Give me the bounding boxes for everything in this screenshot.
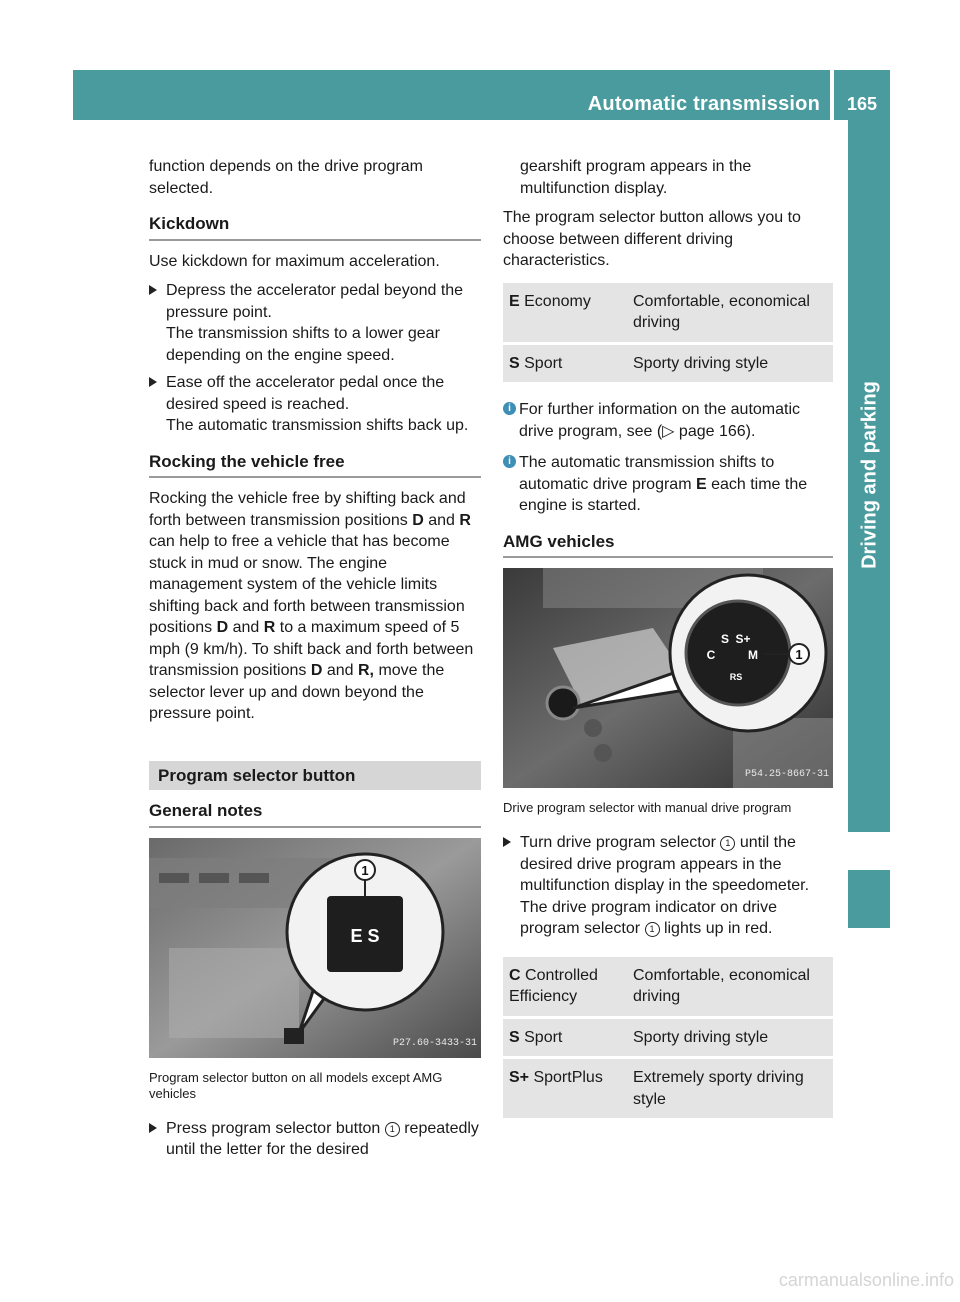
amg-heading: AMG vehicles — [503, 531, 833, 559]
callout-marker: 1 — [361, 862, 369, 878]
side-tab-marker — [848, 870, 890, 928]
step-arrow-icon — [149, 377, 157, 387]
kickdown-heading: Kickdown — [149, 213, 481, 241]
dial-label-c: C — [706, 648, 716, 662]
callout-marker: 1 — [385, 1122, 400, 1137]
dial-label-splus: S+ — [735, 632, 751, 646]
table-row: E Economy Comfortable, economical driving — [503, 283, 833, 342]
info-note-1: i For further information on the automatic drive program, see (▷ page 166). — [503, 399, 833, 442]
step-lead: Depress the accelerator pedal beyond the pressure point. — [166, 282, 464, 321]
step-lead: Ease off the accelerator pedal once the desired speed is reached. — [166, 374, 445, 413]
page-number: 165 — [834, 70, 890, 120]
program-selector-banner: Program selector button — [149, 761, 481, 791]
header-title: Automatic transmission — [587, 93, 820, 115]
rocking-heading: Rocking the vehicle free — [149, 451, 481, 479]
side-tab-label-wrap — [850, 381, 890, 569]
info-note-2: i The automatic transmission shifts to automatic drive program E each time the engine is started. — [503, 452, 833, 517]
program-table-2 — [503, 954, 833, 1122]
photo-code: P27.60-3433-31 — [392, 1038, 477, 1049]
program-selector-photo — [149, 838, 481, 1058]
selector-intro: The program selector button allows you to choose between different driving characteristics. — [503, 209, 801, 269]
callout-marker: 1 — [720, 836, 735, 851]
left-column — [149, 156, 481, 1167]
dial-label-m: M — [748, 648, 758, 662]
amg-selector-photo — [503, 568, 833, 788]
amg-photo-caption: Drive program selector with manual drive program — [503, 800, 792, 815]
continued-text: gearshift program appears in the multifunction display. — [520, 158, 752, 197]
dial-label-s: S — [720, 632, 730, 646]
step-arrow-icon — [149, 285, 157, 295]
step-result: The automatic transmission shifts back up. — [166, 417, 469, 434]
amg-step: Turn drive program selector 1 until the desired drive program appears in the multifunction display in the speedometer. The drive program indicator on drive program selector 1 lights up in red. — [503, 832, 833, 940]
table-row: S Sport Sporty driving style — [503, 345, 833, 383]
photo-code: P54.25-8667-31 — [744, 768, 829, 780]
selector-button-label: E S — [350, 925, 380, 946]
table-row: S+ SportPlus Extremely sporty driving style — [503, 1059, 833, 1118]
step-arrow-icon — [149, 1123, 157, 1133]
watermark: carmanualsonline.info — [778, 1270, 954, 1290]
amg-selector-illustration — [503, 568, 833, 788]
dial-label-rs: RS — [729, 672, 743, 682]
table-row: S Sport Sporty driving style — [503, 1019, 833, 1057]
side-tab-label: Driving and parking — [858, 381, 881, 569]
info-icon: i — [503, 402, 516, 415]
kickdown-step-1 — [149, 280, 481, 366]
header-bar — [73, 70, 830, 120]
program-table-1 — [503, 280, 833, 386]
callout-marker: 1 — [795, 647, 803, 662]
table-row: C Controlled Efficiency Comfortable, economical driving — [503, 957, 833, 1016]
kickdown-text: Use kickdown for maximum acceleration. — [149, 252, 440, 270]
photo-caption: Program selector button on all models except AMG vehicles — [149, 1069, 443, 1101]
program-selector-step: Press program selector button 1 repeatedly until the letter for the desired — [149, 1118, 481, 1161]
step-result: The transmission shifts to a lower gear depending on the engine speed. — [166, 325, 440, 364]
intro-text: function depends on the drive program selected. — [149, 158, 423, 197]
callout-marker: 1 — [645, 922, 660, 937]
rocking-text: Rocking the vehicle free by shifting back and forth between transmission positions D and R can help to free a vehicle that has become stuck in mud or snow. The engine management system of the vehicle limits shifting back and forth between transmission positions D and R to a maximum speed of 5 mph (9 km/h). To shift back and forth between transmission positions D and R, move the selector lever up and down beyond the pressure point. — [149, 490, 474, 722]
kickdown-step-2 — [149, 372, 481, 437]
general-notes-heading: General notes — [149, 800, 481, 828]
step-arrow-icon — [503, 837, 511, 847]
program-selector-illustration — [149, 838, 481, 1058]
info-icon: i — [503, 455, 516, 468]
right-column — [503, 156, 833, 1135]
